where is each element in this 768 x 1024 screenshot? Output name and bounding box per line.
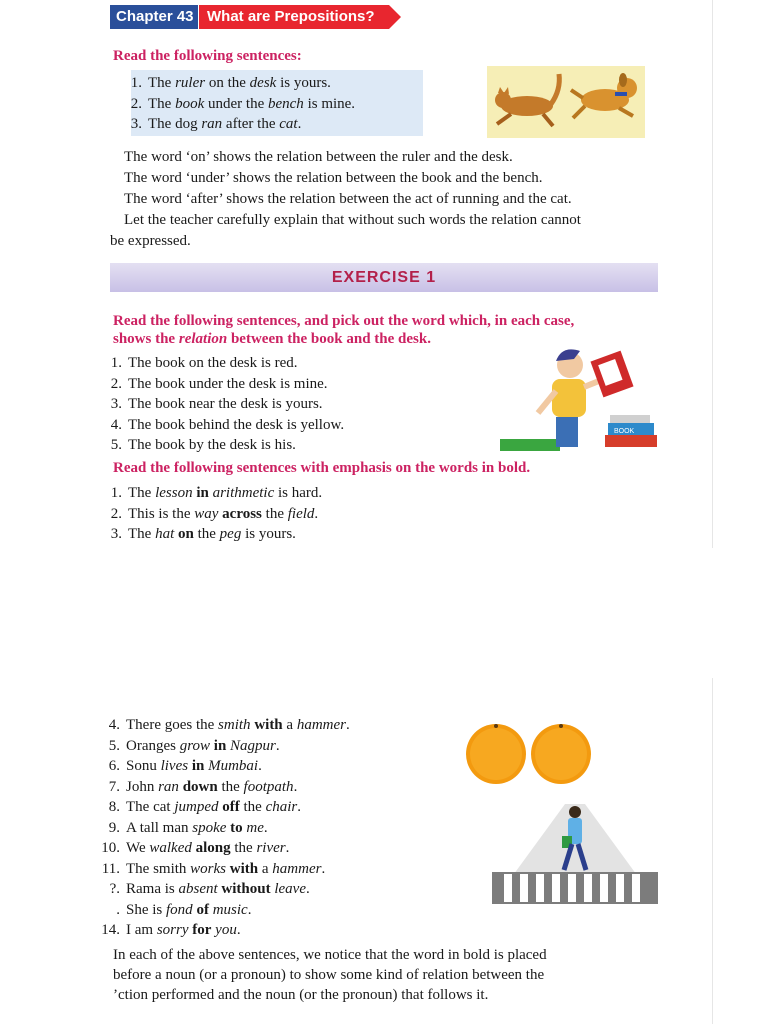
item-text: Sonu lives in Mumbai. [126,758,262,774]
list-item [100,736,350,757]
item-number: 14. [101,922,120,938]
list-item [100,715,350,736]
item-text: The book on the desk is red. [128,355,298,371]
item-number: 3. [110,396,122,412]
item-text: This is the way across the field. [128,505,319,522]
emphasis-sentence-list-b [100,715,350,941]
list-item [102,504,322,525]
conclusion-paragraph [113,945,673,1005]
list-item [100,756,350,777]
boy-reading-book-illustration [500,343,660,459]
intro-explanations [124,147,669,231]
list-item [122,73,355,94]
conclusion-line: ’ction performed and the noun (or the pronoun) that follows it. [113,987,489,1003]
item-number: 5. [110,437,122,453]
page-break-gap [0,548,768,678]
list-item [122,94,355,115]
list-item [100,879,350,900]
item-text: The ruler on the desk is yours. [148,75,331,91]
list-item [102,524,322,545]
page-edge-line [712,0,713,1024]
item-number: 10. [101,840,120,856]
item-number: 3. [130,116,142,132]
explanation-line: The word ‘under’ shows the relation between the book and the bench. [124,170,543,186]
item-number: 2. [110,375,122,392]
list-item [100,838,350,859]
intro-sentence-list [122,73,355,135]
chapter-title: What are Prepositions? [199,5,389,29]
list-item [102,374,344,395]
list-item [122,114,355,135]
item-text: Rama is absent without leave. [126,881,310,897]
explanation-line: The word ‘after’ shows the relation between the act of running and the cat. [124,191,572,207]
list-item [102,483,322,504]
title-arrow-tip [389,5,401,29]
list-item [102,394,344,415]
item-text: A tall man spoke to me. [126,819,268,836]
item-number: 1. [110,485,122,501]
item-number: 2. [130,95,142,112]
list-item [102,415,344,436]
list-item [102,435,344,456]
list-item [100,818,350,839]
explanation-line: The word ‘on’ shows the relation between the ruler and the desk. [124,149,513,165]
item-text: The book behind the desk is yellow. [128,416,345,433]
list-item [102,353,344,374]
item-number: ?. [109,881,120,897]
exercise-instruction-line-2: shows the relation between the book and the desk. [113,331,431,347]
item-text: She is fond of music. [126,901,252,918]
item-text: We walked along the river. [126,840,290,856]
item-number: 3. [110,526,122,542]
item-text: The hat on the peg is yours. [128,526,296,542]
item-number: . [116,901,120,918]
list-item [100,777,350,798]
item-text: There goes the smith with a hammer. [126,717,350,733]
dog-chasing-cat-illustration [487,66,645,138]
chapter-label: Chapter 43 [110,5,198,29]
item-number: 5. [108,737,120,754]
oranges-illustration [465,722,595,786]
exercise-title: EXERCISE 1 [331,269,437,286]
list-item [100,900,350,921]
exercise-instruction-line-1: Read the following sentences, and pick out the word which, in each case, [113,313,575,329]
item-text: Oranges grow in Nagpur. [126,737,280,754]
item-text: The smith works with a hammer. [126,860,326,877]
item-text: I am sorry for you. [126,922,241,938]
item-text: The book by the desk is his. [128,437,296,453]
item-number: 1. [130,75,142,91]
explanation-continuation: be expressed. [110,233,191,249]
emphasis-sentence-list-a [102,483,322,545]
page-top-edge [0,0,768,2]
item-number: 4. [108,717,120,733]
explanation-line: Let the teacher carefully explain that without such words the relation cannot [124,212,581,228]
conclusion-line: before a noun (or a pronoun) to show some kind of relation between the [113,967,545,983]
item-number: 6. [108,758,120,774]
item-number: 7. [108,778,120,795]
item-text: The book near the desk is yours. [128,396,323,412]
item-number: 11. [101,860,120,877]
list-item [100,797,350,818]
item-number: 1. [110,355,122,371]
book-sentence-list [102,353,344,456]
item-number: 8. [108,799,120,815]
item-number: 4. [110,416,122,433]
emphasis-instruction: Read the following sentences with emphasis on the words in bold. [113,460,531,476]
item-text: The book under the desk is mine. [128,375,328,392]
zebra-crossing-illustration [490,798,660,908]
book-stack-label: BOOK [614,428,635,435]
item-text: The book under the bench is mine. [148,95,356,112]
item-text: The cat jumped off the chair. [126,799,301,815]
conclusion-line: In each of the above sentences, we notice that the word in bold is placed [113,947,547,963]
item-text: The lesson in arithmetic is hard. [128,485,323,501]
item-text: The dog ran after the cat. [148,116,302,132]
intro-heading: Read the following sentences: [113,48,302,64]
item-number: 9. [108,819,120,836]
list-item [100,920,350,941]
item-text: John ran down the footpath. [126,778,298,795]
item-number: 2. [110,505,122,522]
list-item [100,859,350,880]
